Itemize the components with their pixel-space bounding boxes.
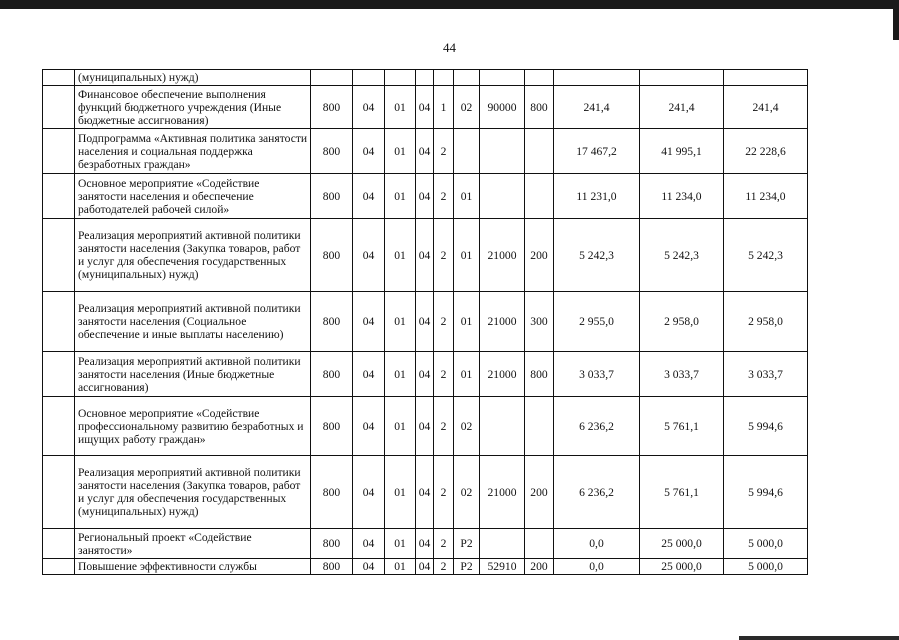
code-cell: 2 bbox=[434, 529, 454, 559]
amount-cell bbox=[554, 70, 640, 86]
row-marker-cell bbox=[43, 219, 75, 292]
code-cell bbox=[353, 70, 385, 86]
code-cell bbox=[434, 70, 454, 86]
code-cell bbox=[454, 129, 480, 174]
code-cell: 2 bbox=[434, 397, 454, 456]
code-cell: 21000 bbox=[480, 219, 525, 292]
code-cell: 21000 bbox=[480, 456, 525, 529]
amount-cell: 3 033,7 bbox=[554, 352, 640, 397]
code-cell: 800 bbox=[525, 86, 554, 129]
code-cell: P2 bbox=[454, 559, 480, 575]
amount-cell: 6 236,2 bbox=[554, 397, 640, 456]
code-cell: 04 bbox=[353, 292, 385, 352]
row-marker-cell bbox=[43, 86, 75, 129]
table-row bbox=[43, 70, 808, 86]
code-cell bbox=[480, 70, 525, 86]
amount-cell: 3 033,7 bbox=[640, 352, 724, 397]
amount-cell: 22 228,6 bbox=[724, 129, 808, 174]
scan-right-edge bbox=[893, 0, 899, 40]
code-cell: 800 bbox=[311, 86, 353, 129]
code-cell: 01 bbox=[385, 174, 416, 219]
amount-cell bbox=[724, 70, 808, 86]
code-cell: 02 bbox=[454, 86, 480, 129]
code-cell bbox=[525, 70, 554, 86]
code-cell: 01 bbox=[385, 129, 416, 174]
description-cell: Финансовое обеспечение выполнения функций бюджетного учреждения (Иные бюджетные ассигнования) bbox=[75, 86, 311, 129]
code-cell: 01 bbox=[454, 352, 480, 397]
code-cell: 2 bbox=[434, 219, 454, 292]
code-cell: 04 bbox=[416, 174, 434, 219]
code-cell: 800 bbox=[311, 129, 353, 174]
code-cell: 02 bbox=[454, 456, 480, 529]
code-cell: 2 bbox=[434, 352, 454, 397]
description-cell: Реализация мероприятий активной политики занятости населения (Закупка товаров, работ и услуг для обеспечения государственных (муниципальных) нужд) bbox=[75, 219, 311, 292]
code-cell: 04 bbox=[416, 352, 434, 397]
code-cell: 300 bbox=[525, 292, 554, 352]
code-cell: 90000 bbox=[480, 86, 525, 129]
code-cell: 04 bbox=[353, 86, 385, 129]
code-cell: 04 bbox=[353, 456, 385, 529]
code-cell: 04 bbox=[416, 129, 434, 174]
code-cell: P2 bbox=[454, 529, 480, 559]
amount-cell: 5 000,0 bbox=[724, 529, 808, 559]
row-marker-cell bbox=[43, 292, 75, 352]
code-cell: 04 bbox=[353, 129, 385, 174]
amount-cell: 5 242,3 bbox=[554, 219, 640, 292]
code-cell: 01 bbox=[385, 292, 416, 352]
code-cell: 2 bbox=[434, 174, 454, 219]
code-cell bbox=[525, 174, 554, 219]
amount-cell: 0,0 bbox=[554, 529, 640, 559]
code-cell bbox=[480, 174, 525, 219]
code-cell bbox=[311, 70, 353, 86]
code-cell bbox=[416, 70, 434, 86]
table-row bbox=[43, 352, 808, 397]
code-cell: 04 bbox=[416, 456, 434, 529]
code-cell: 01 bbox=[454, 292, 480, 352]
table-row bbox=[43, 174, 808, 219]
amount-cell: 2 958,0 bbox=[724, 292, 808, 352]
scan-bottom-edge bbox=[739, 636, 899, 640]
code-cell: 800 bbox=[311, 219, 353, 292]
amount-cell: 5 761,1 bbox=[640, 397, 724, 456]
amount-cell: 11 234,0 bbox=[640, 174, 724, 219]
row-marker-cell bbox=[43, 129, 75, 174]
description-cell: Повышение эффективности службы bbox=[75, 559, 311, 575]
amount-cell: 241,4 bbox=[724, 86, 808, 129]
code-cell: 800 bbox=[525, 352, 554, 397]
description-cell: Реализация мероприятий активной политики занятости населения (Закупка товаров, работ и услуг для обеспечения государственных (муниципальных) нужд) bbox=[75, 456, 311, 529]
table-row bbox=[43, 456, 808, 529]
code-cell bbox=[480, 129, 525, 174]
row-marker-cell bbox=[43, 559, 75, 575]
amount-cell: 11 231,0 bbox=[554, 174, 640, 219]
code-cell bbox=[525, 397, 554, 456]
code-cell: 800 bbox=[311, 397, 353, 456]
amount-cell: 25 000,0 bbox=[640, 559, 724, 575]
code-cell: 01 bbox=[385, 86, 416, 129]
budget-table bbox=[42, 69, 808, 575]
code-cell: 800 bbox=[311, 174, 353, 219]
table-row bbox=[43, 397, 808, 456]
row-marker-cell bbox=[43, 456, 75, 529]
code-cell bbox=[525, 129, 554, 174]
code-cell: 21000 bbox=[480, 292, 525, 352]
description-cell: Реализация мероприятий активной политики занятости населения (Социальное обеспечение и иные выплаты населению) bbox=[75, 292, 311, 352]
amount-cell: 5 761,1 bbox=[640, 456, 724, 529]
code-cell: 800 bbox=[311, 292, 353, 352]
amount-cell: 5 000,0 bbox=[724, 559, 808, 575]
description-cell: Реализация мероприятий активной политики занятости населения (Иные бюджетные ассигнования) bbox=[75, 352, 311, 397]
code-cell: 52910 bbox=[480, 559, 525, 575]
description-cell: Региональный проект «Содействие занятости» bbox=[75, 529, 311, 559]
description-cell: Подпрограмма «Активная политика занятости населения и социальная поддержка безработных граждан» bbox=[75, 129, 311, 174]
amount-cell: 25 000,0 bbox=[640, 529, 724, 559]
code-cell: 01 bbox=[454, 219, 480, 292]
code-cell: 01 bbox=[385, 529, 416, 559]
code-cell: 800 bbox=[311, 456, 353, 529]
amount-cell: 0,0 bbox=[554, 559, 640, 575]
description-cell: Основное мероприятие «Содействие профессиональному развитию безработных и ищущих работу граждан» bbox=[75, 397, 311, 456]
table-row bbox=[43, 129, 808, 174]
amount-cell: 11 234,0 bbox=[724, 174, 808, 219]
code-cell bbox=[385, 70, 416, 86]
code-cell: 01 bbox=[385, 219, 416, 292]
code-cell: 2 bbox=[434, 456, 454, 529]
code-cell: 02 bbox=[454, 397, 480, 456]
amount-cell: 2 955,0 bbox=[554, 292, 640, 352]
amount-cell: 17 467,2 bbox=[554, 129, 640, 174]
code-cell: 04 bbox=[416, 559, 434, 575]
code-cell: 04 bbox=[416, 529, 434, 559]
row-marker-cell bbox=[43, 174, 75, 219]
code-cell: 01 bbox=[385, 456, 416, 529]
table-row bbox=[43, 559, 808, 575]
code-cell: 01 bbox=[385, 352, 416, 397]
amount-cell: 41 995,1 bbox=[640, 129, 724, 174]
code-cell: 04 bbox=[353, 352, 385, 397]
code-cell: 04 bbox=[353, 529, 385, 559]
amount-cell bbox=[640, 70, 724, 86]
table-row bbox=[43, 219, 808, 292]
amount-cell: 5 994,6 bbox=[724, 397, 808, 456]
table-row bbox=[43, 529, 808, 559]
code-cell: 800 bbox=[311, 559, 353, 575]
code-cell bbox=[480, 397, 525, 456]
code-cell: 04 bbox=[353, 174, 385, 219]
amount-cell: 6 236,2 bbox=[554, 456, 640, 529]
code-cell: 04 bbox=[353, 219, 385, 292]
row-marker-cell bbox=[43, 397, 75, 456]
code-cell: 21000 bbox=[480, 352, 525, 397]
amount-cell: 5 994,6 bbox=[724, 456, 808, 529]
code-cell bbox=[525, 529, 554, 559]
amount-cell: 5 242,3 bbox=[640, 219, 724, 292]
code-cell: 04 bbox=[353, 559, 385, 575]
scan-top-edge bbox=[0, 0, 899, 9]
code-cell: 200 bbox=[525, 559, 554, 575]
amount-cell: 3 033,7 bbox=[724, 352, 808, 397]
code-cell: 2 bbox=[434, 129, 454, 174]
amount-cell: 2 958,0 bbox=[640, 292, 724, 352]
code-cell: 01 bbox=[385, 559, 416, 575]
amount-cell: 241,4 bbox=[554, 86, 640, 129]
code-cell: 01 bbox=[385, 397, 416, 456]
code-cell: 2 bbox=[434, 292, 454, 352]
code-cell: 01 bbox=[454, 174, 480, 219]
code-cell bbox=[454, 70, 480, 86]
amount-cell: 5 242,3 bbox=[724, 219, 808, 292]
amount-cell: 241,4 bbox=[640, 86, 724, 129]
table-row bbox=[43, 86, 808, 129]
code-cell: 04 bbox=[416, 219, 434, 292]
code-cell: 800 bbox=[311, 529, 353, 559]
row-marker-cell bbox=[43, 70, 75, 86]
description-cell: Основное мероприятие «Содействие занятости населения и обеспечение работодателей рабочей силой» bbox=[75, 174, 311, 219]
page-number: 44 bbox=[443, 40, 456, 55]
code-cell: 200 bbox=[525, 456, 554, 529]
row-marker-cell bbox=[43, 352, 75, 397]
description-cell: (муниципальных) нужд) bbox=[75, 70, 311, 86]
code-cell: 800 bbox=[311, 352, 353, 397]
table-row bbox=[43, 292, 808, 352]
code-cell: 04 bbox=[353, 397, 385, 456]
code-cell: 04 bbox=[416, 292, 434, 352]
code-cell: 04 bbox=[416, 397, 434, 456]
code-cell: 1 bbox=[434, 86, 454, 129]
row-marker-cell bbox=[43, 529, 75, 559]
code-cell: 2 bbox=[434, 559, 454, 575]
code-cell bbox=[480, 529, 525, 559]
code-cell: 200 bbox=[525, 219, 554, 292]
code-cell: 04 bbox=[416, 86, 434, 129]
